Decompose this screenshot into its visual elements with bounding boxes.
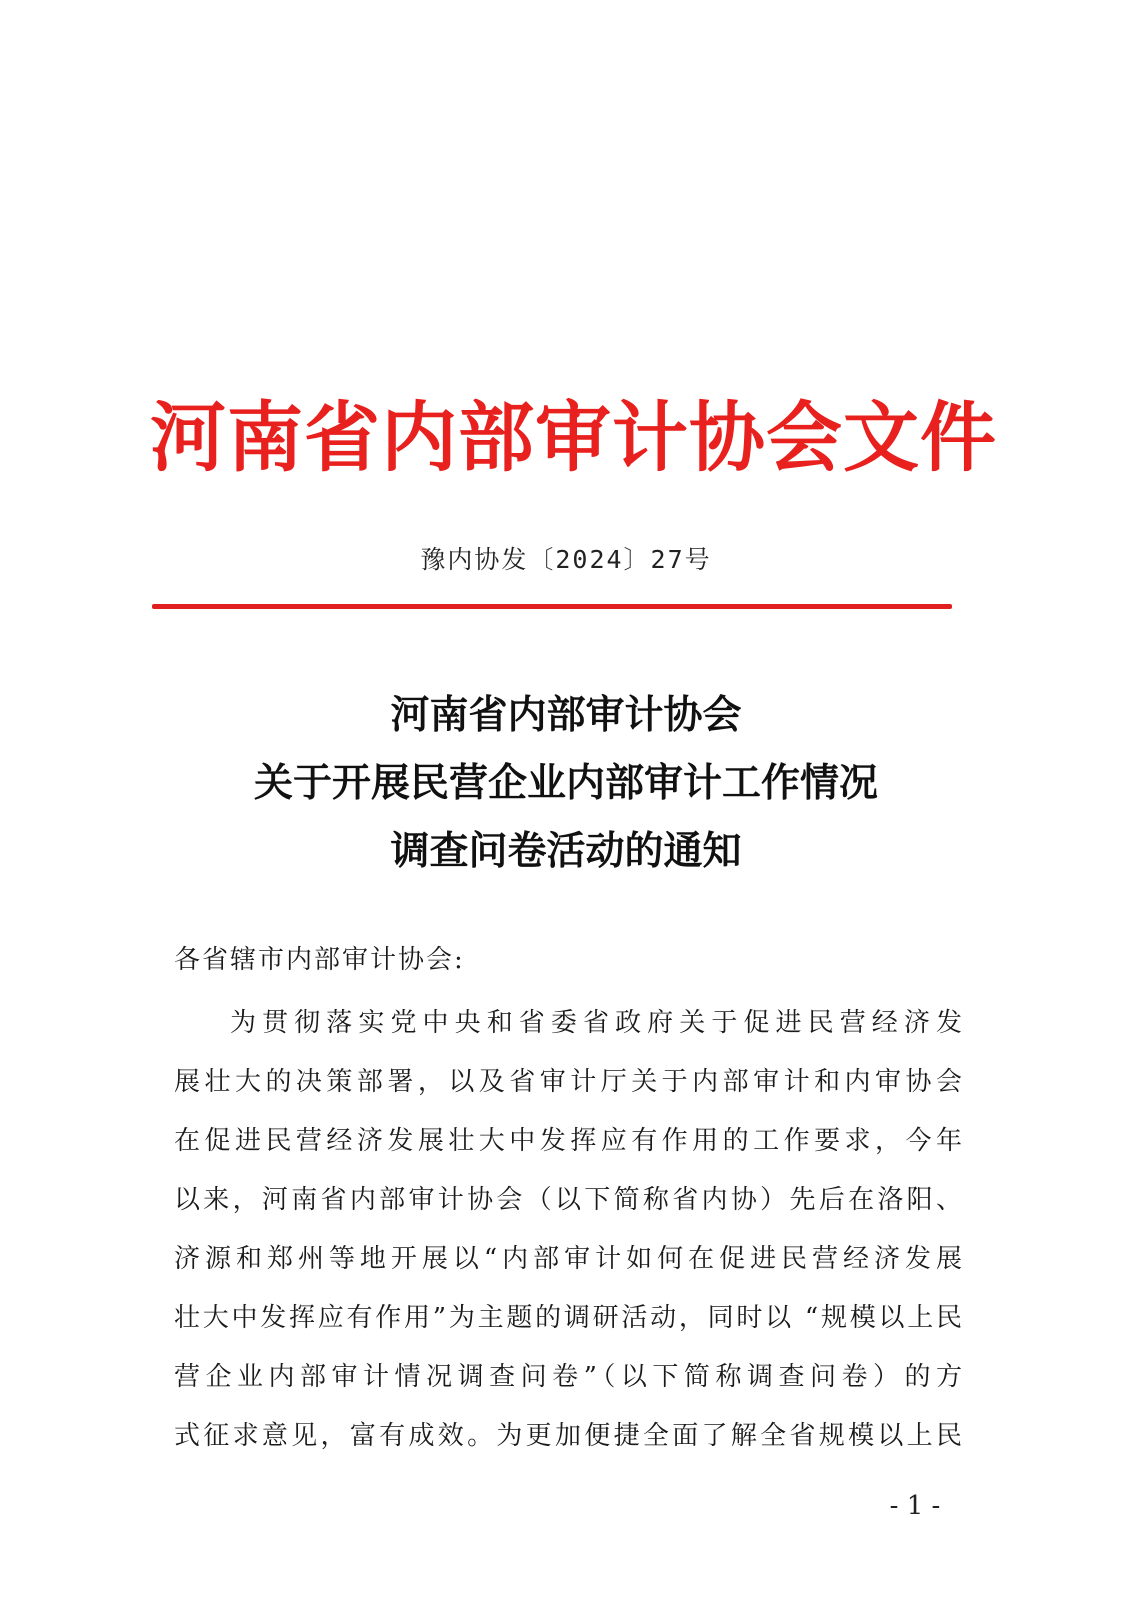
masthead-title: 河南省内部审计协会文件 xyxy=(150,393,997,482)
red-divider-line xyxy=(152,604,952,609)
body-line: 为贯彻落实党中央和省委省政府关于促进民营经济发 xyxy=(230,1008,962,1038)
page-number: - 1 - xyxy=(889,1491,941,1521)
salutation: 各省辖市内部审计协会: xyxy=(174,945,465,975)
title-line-1: 河南省内部审计协会 xyxy=(390,693,742,738)
title-line-3: 调查问卷活动的通知 xyxy=(390,829,742,874)
body-line: 展壮大的决策部署，以及省审计厅关于内部审计和内审协会 xyxy=(174,1067,962,1097)
body-line: 以来，河南省内部审计协会（以下简称省内协）先后在洛阳、 xyxy=(174,1185,962,1215)
body-paragraph xyxy=(174,994,962,1466)
notice-title xyxy=(150,682,982,886)
document-number: 豫内协发〔2024〕27号 xyxy=(420,545,712,574)
body-line: 济源和郑州等地开展以“内部审计如何在促进民营经济发展 xyxy=(174,1244,962,1274)
title-line-2: 关于开展民营企业内部审计工作情况 xyxy=(253,761,878,806)
body-line: 壮大中发挥应有作用”为主题的调研活动，同时以 “规模以上民 xyxy=(174,1303,962,1333)
body-line: 营企业内部审计情况调查问卷”（以下简称调查问卷）的方 xyxy=(174,1362,962,1392)
body-line: 在促进民营经济发展壮大中发挥应有作用的工作要求，今年 xyxy=(174,1126,962,1156)
body-line: 式征求意见，富有成效。为更加便捷全面了解全省规模以上民 xyxy=(174,1421,962,1451)
